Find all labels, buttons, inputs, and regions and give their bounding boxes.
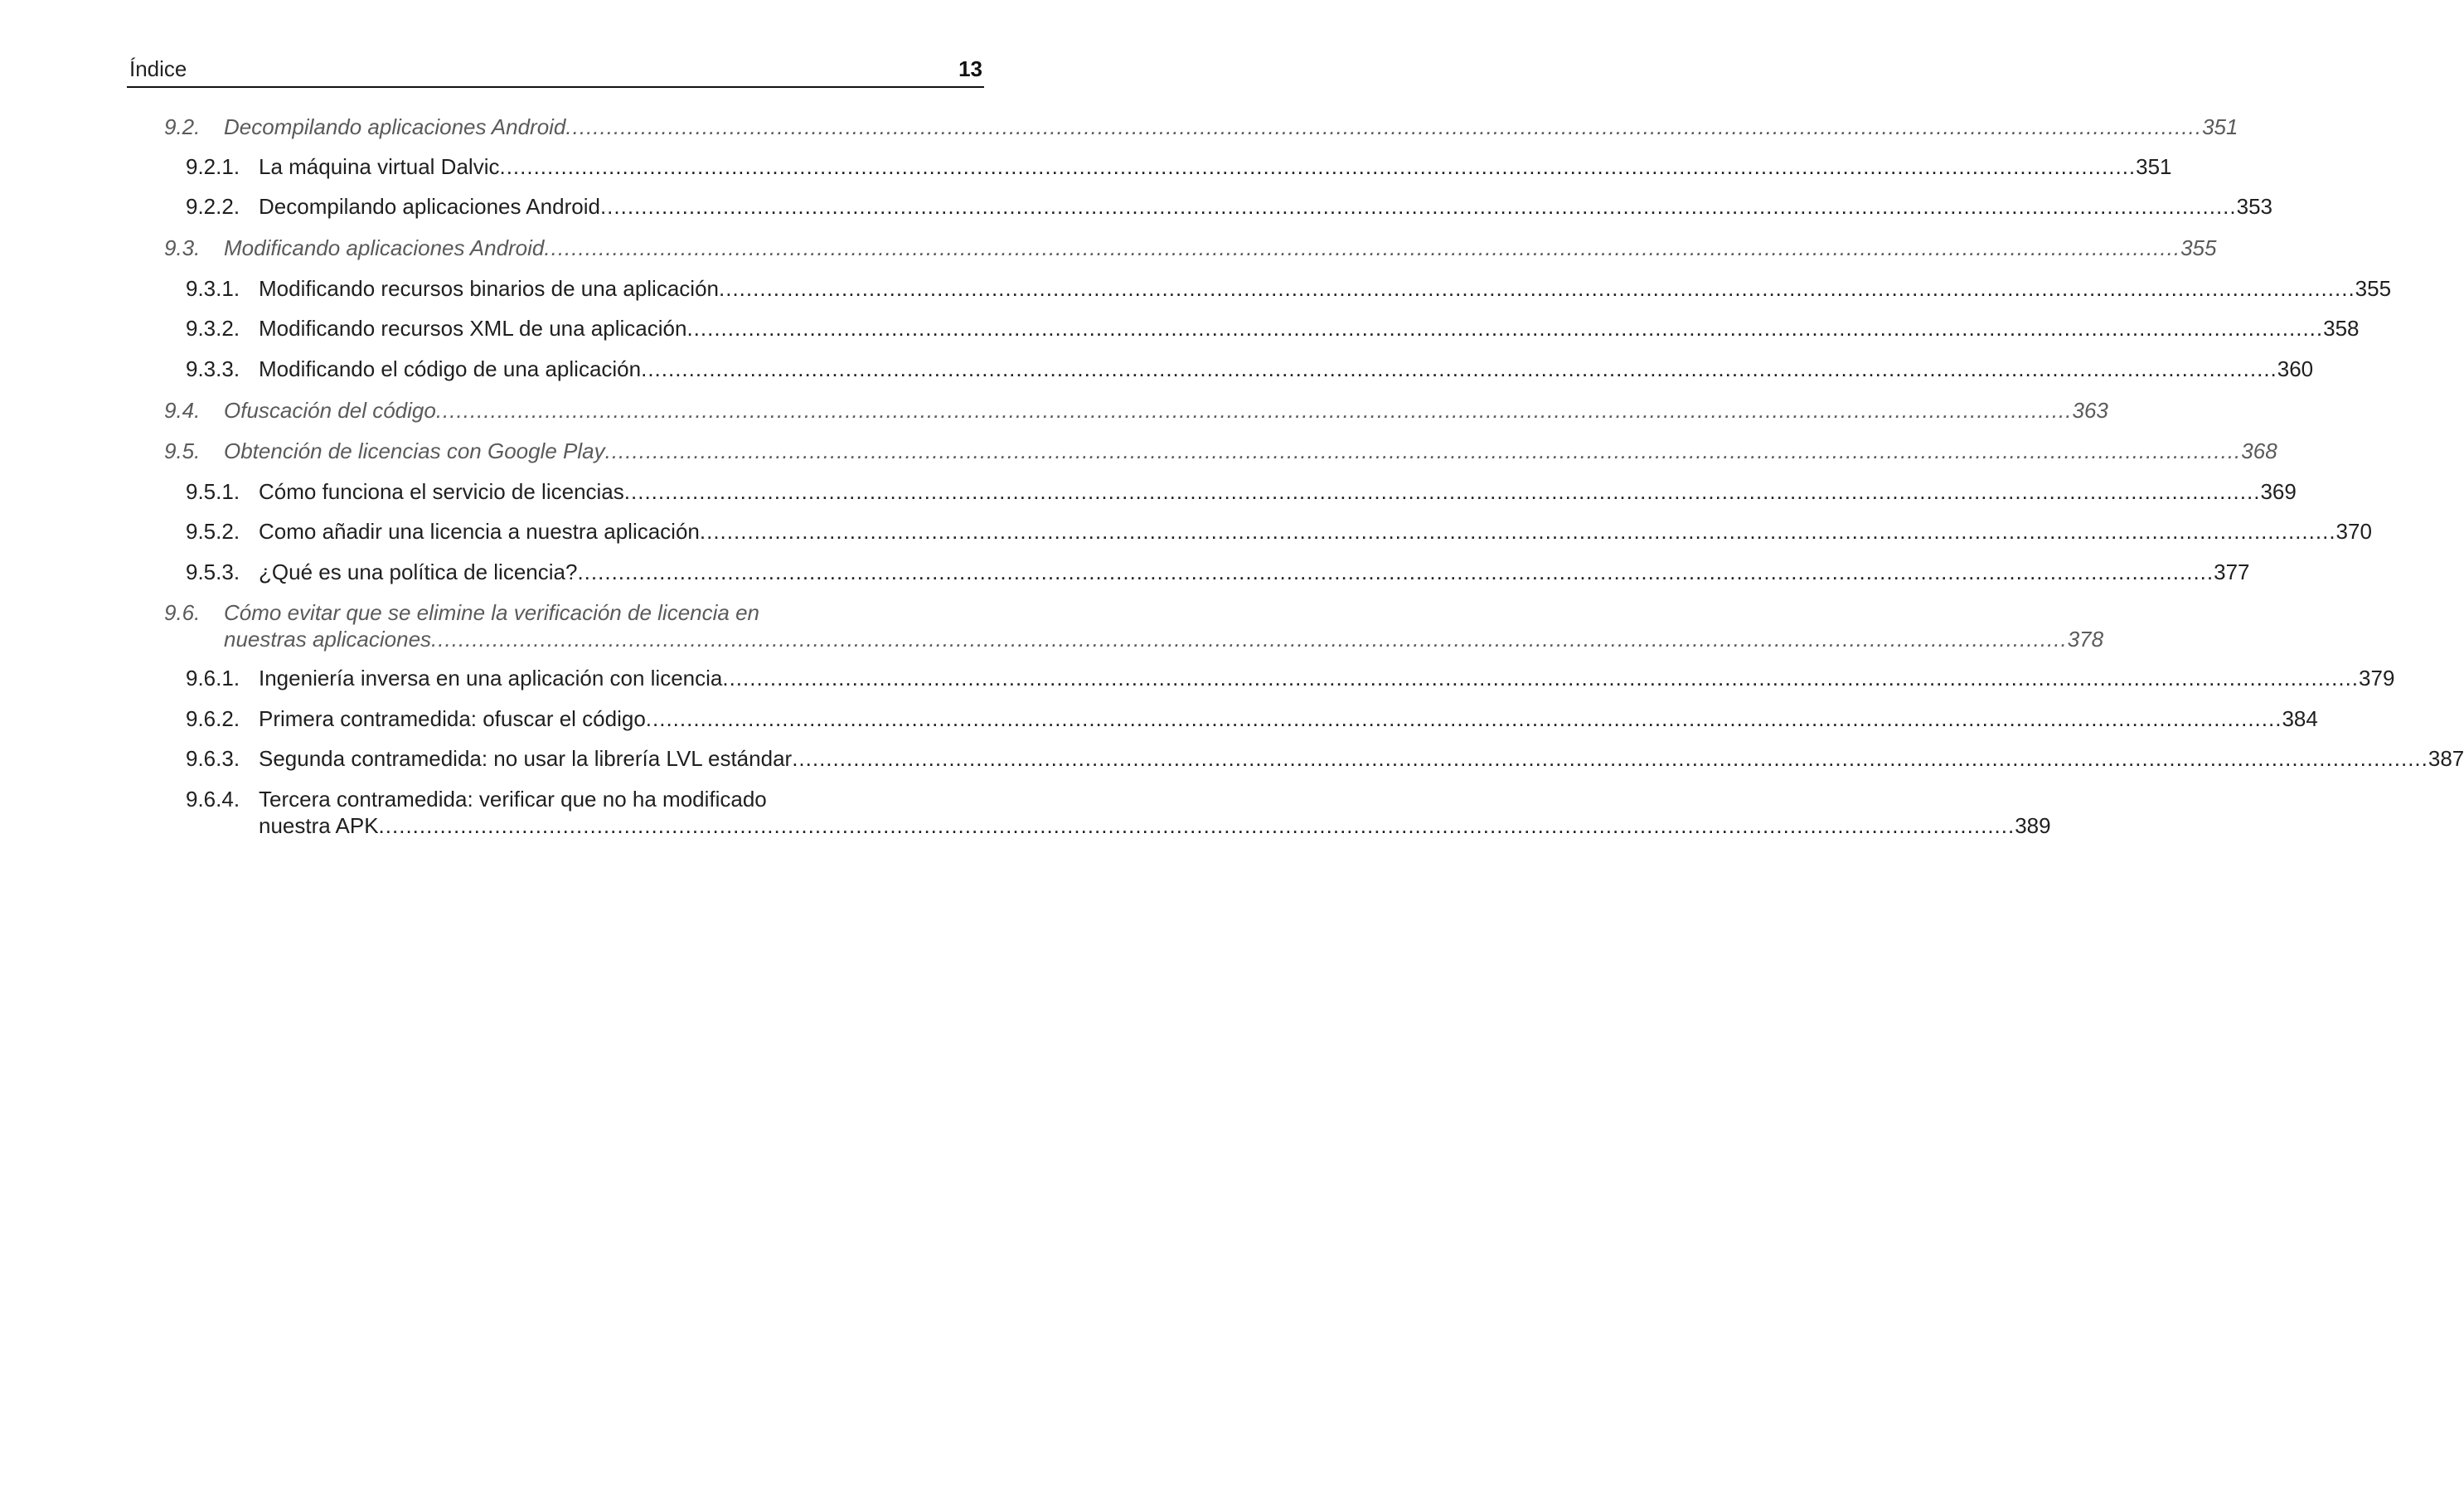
dot-leader <box>600 193 2237 220</box>
toc-number: 9.3.3. <box>186 356 240 381</box>
toc-title: Modificando el código de una aplicación <box>259 356 642 381</box>
dot-leader <box>431 626 2068 652</box>
toc-title: Decompilando aplicaciones Android <box>224 114 566 139</box>
toc-title: Ingeniería inversa en una aplicación con licencia <box>259 666 723 690</box>
toc-subsection[interactable] <box>186 786 2051 839</box>
toc-subsection[interactable] <box>186 193 2272 220</box>
toc-page: 351 <box>2136 154 2172 179</box>
toc-title: Ofuscación del código <box>224 398 436 423</box>
toc-page: 384 <box>2282 706 2318 731</box>
toc-number: 9.6.1. <box>186 666 240 690</box>
dot-leader <box>700 518 2336 545</box>
toc-title: La máquina virtual Dalvic <box>259 154 500 179</box>
toc-title: Obtención de licencias con Google Play <box>224 438 605 463</box>
header-title: Índice <box>129 56 187 81</box>
toc-page: 368 <box>2241 438 2277 463</box>
toc-section[interactable] <box>164 114 2238 140</box>
toc-subsection[interactable] <box>186 478 2297 505</box>
toc-title: Tercera contramedida: verificar que no ha modificado <box>259 787 767 812</box>
toc-number: 9.6. <box>164 600 201 625</box>
toc-number: 9.3. <box>164 235 201 260</box>
toc-title: Cómo funciona el servicio de licencias <box>259 479 624 504</box>
toc-number: 9.6.3. <box>186 746 240 771</box>
dot-leader <box>436 397 2073 424</box>
toc-page: 369 <box>2260 479 2297 504</box>
toc-title-continuation: nuestra APK <box>259 813 379 838</box>
toc-number: 9.3.2. <box>186 316 240 341</box>
toc-number: 9.2.1. <box>186 154 240 179</box>
dot-leader <box>565 114 2202 140</box>
dot-leader <box>624 478 2261 505</box>
toc-subsection[interactable] <box>186 745 2464 772</box>
dot-leader <box>646 705 2282 732</box>
toc-number: 9.2. <box>164 114 201 139</box>
toc-section[interactable] <box>164 438 2277 464</box>
toc-number: 9.5.1. <box>186 479 240 504</box>
toc-subsection[interactable] <box>186 356 2314 382</box>
toc-subsection[interactable] <box>186 559 2250 585</box>
toc-page: 370 <box>2335 519 2372 544</box>
toc-subsection[interactable] <box>186 705 2318 732</box>
toc-page: 379 <box>2359 666 2395 690</box>
toc-subsection[interactable] <box>186 518 2372 545</box>
toc-page: 351 <box>2202 114 2238 139</box>
toc-section[interactable] <box>164 599 2104 652</box>
toc-page: 360 <box>2277 356 2314 381</box>
toc-subsection[interactable] <box>186 665 2395 691</box>
toc-page: 363 <box>2072 398 2108 423</box>
toc-title: Cómo evitar que se elimine la verificación de licencia en <box>224 600 759 625</box>
toc-subsection[interactable] <box>186 153 2172 180</box>
toc-title: Modificando recursos XML de una aplicación <box>259 316 687 341</box>
toc-title: Segunda contramedida: no usar la librería LVL estándar <box>259 746 793 771</box>
toc-page: 353 <box>2236 194 2272 219</box>
toc-title: Modificando aplicaciones Android <box>224 235 545 260</box>
dot-leader <box>641 356 2277 382</box>
dot-leader <box>379 812 2015 839</box>
toc-number: 9.3.1. <box>186 276 240 301</box>
toc-title: Decompilando aplicaciones Android <box>259 194 600 219</box>
dot-leader <box>544 235 2180 261</box>
toc-page: 389 <box>2015 813 2051 838</box>
toc-section[interactable] <box>164 397 2108 424</box>
dot-leader <box>719 275 2355 302</box>
toc-page: 355 <box>2355 276 2392 301</box>
toc-number: 9.5.2. <box>186 519 240 544</box>
toc-title: ¿Qué es una política de licencia? <box>259 560 578 584</box>
toc-title: Primera contramedida: ofuscar el código <box>259 706 646 731</box>
dot-leader <box>722 665 2359 691</box>
toc-number: 9.5.3. <box>186 560 240 584</box>
dot-leader <box>577 559 2214 585</box>
dot-leader <box>686 315 2323 342</box>
dot-leader <box>499 153 2136 180</box>
toc-number: 9.2.2. <box>186 194 240 219</box>
toc-number: 9.4. <box>164 398 201 423</box>
dot-leader <box>605 438 2242 464</box>
header-page-number: 13 <box>958 56 982 81</box>
toc-section[interactable] <box>164 235 2217 261</box>
toc-page: 378 <box>2067 627 2104 652</box>
toc-title-continuation: nuestras aplicaciones <box>224 627 432 652</box>
toc-subsection[interactable] <box>186 315 2360 342</box>
toc-title: Como añadir una licencia a nuestra aplicación <box>259 519 700 544</box>
page-header <box>127 51 984 88</box>
toc-page: 355 <box>2180 235 2217 260</box>
toc-number: 9.5. <box>164 438 201 463</box>
toc-number: 9.6.2. <box>186 706 240 731</box>
toc-title: Modificando recursos binarios de una aplicación <box>259 276 719 301</box>
toc-page: 358 <box>2323 316 2360 341</box>
toc-page: 377 <box>2214 560 2250 584</box>
toc-subsection[interactable] <box>186 275 2392 302</box>
dot-leader <box>792 745 2428 772</box>
toc-number: 9.6.4. <box>186 787 240 812</box>
toc-page: 387 <box>2428 746 2464 771</box>
